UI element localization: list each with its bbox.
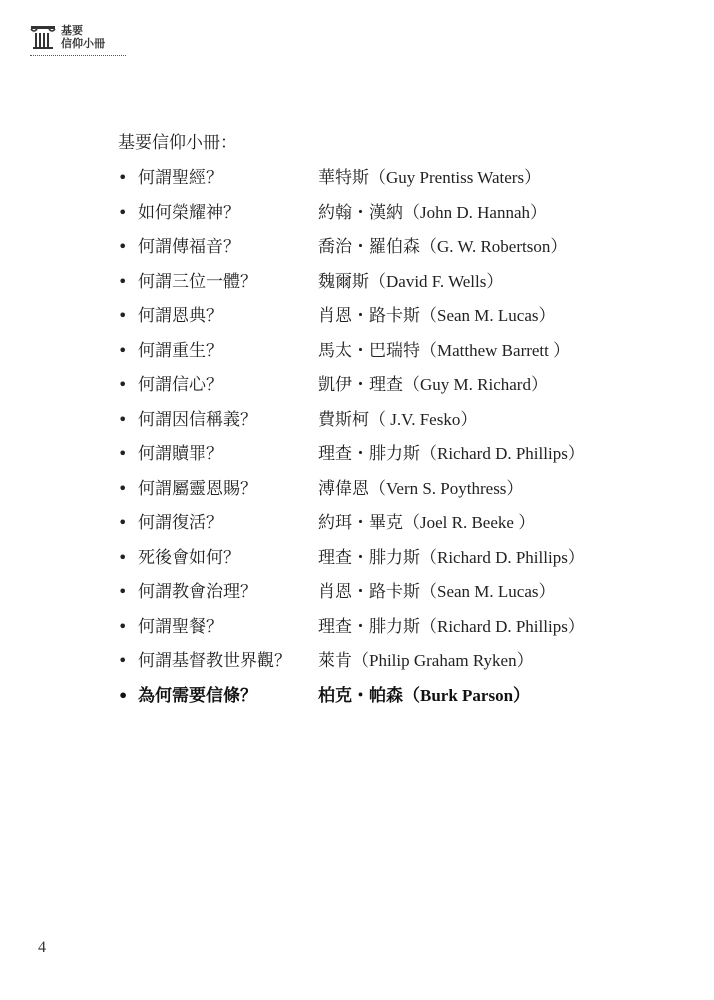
book-author: 萊肯（Philip Graham Ryken） bbox=[318, 651, 534, 670]
book-title: 何謂三位一體？ bbox=[138, 271, 257, 292]
bullet-icon: • bbox=[118, 306, 128, 325]
book-list-item bbox=[118, 543, 618, 578]
book-list-item bbox=[118, 232, 618, 267]
book-list-item bbox=[118, 301, 618, 336]
bullet-icon: • bbox=[118, 271, 128, 291]
book-title: 何謂復活？ bbox=[138, 513, 223, 533]
book-list-item bbox=[118, 474, 618, 509]
book-author: 理查・腓力斯（Richard D. Phillips） bbox=[318, 616, 585, 636]
book-list-item bbox=[118, 439, 618, 474]
bullet-icon: • bbox=[118, 168, 128, 187]
book-author: 理查・腓力斯（Richard D. Phillips） bbox=[318, 444, 585, 463]
book-list bbox=[118, 163, 618, 715]
book-title: 何謂傳福音？ bbox=[138, 237, 240, 257]
bullet-icon: • bbox=[118, 582, 128, 601]
bullet-icon: • bbox=[118, 651, 128, 670]
book-title: 死後會如何？ bbox=[138, 547, 240, 568]
book-list-item bbox=[118, 370, 618, 405]
bullet-icon: • bbox=[118, 513, 128, 532]
running-header bbox=[30, 24, 126, 58]
book-list-item bbox=[118, 646, 618, 681]
book-list-item bbox=[118, 405, 618, 440]
book-list-item bbox=[118, 163, 618, 198]
bullet-icon: • bbox=[118, 340, 128, 360]
book-author: 肖恩・路卡斯（Sean M. Lucas） bbox=[318, 582, 556, 601]
bullet-icon: • bbox=[118, 375, 128, 394]
book-author: 魏爾斯（David F. Wells） bbox=[318, 271, 504, 291]
page-number: 4 bbox=[38, 939, 46, 956]
book-list-item bbox=[118, 198, 618, 233]
book-title: 為何需要信條？ bbox=[138, 685, 257, 706]
book-author: 凱伊・理查（Guy M. Richard） bbox=[318, 375, 548, 394]
header-divider bbox=[30, 55, 126, 56]
book-title: 何謂聖經？ bbox=[138, 168, 223, 188]
book-author: 柏克・帕森（Burk Parson） bbox=[318, 685, 531, 705]
book-author: 馬太・巴瑞特（Matthew Barrett ） bbox=[318, 340, 571, 360]
book-list-item bbox=[118, 267, 618, 302]
book-list-item bbox=[118, 612, 618, 647]
book-title: 何謂信心？ bbox=[138, 375, 223, 395]
book-author: 肖恩・路卡斯（Sean M. Lucas） bbox=[318, 306, 556, 325]
pillar-logo-icon bbox=[30, 24, 56, 50]
book-author: 約珥・畢克（Joel R. Beeke ） bbox=[318, 513, 536, 532]
book-list-item bbox=[118, 681, 618, 716]
bullet-icon: • bbox=[118, 478, 128, 498]
bullet-icon: • bbox=[118, 616, 128, 636]
header-subtitle: 信仰小冊 bbox=[61, 37, 105, 50]
header-title: 基要 bbox=[61, 24, 83, 37]
book-title: 何謂重生？ bbox=[138, 340, 223, 361]
book-title: 何謂基督教世界觀？ bbox=[138, 651, 291, 671]
book-author: 喬治・羅伯森（G. W. Robertson） bbox=[318, 237, 568, 256]
bullet-icon: • bbox=[118, 409, 128, 429]
book-title: 何謂屬靈恩賜？ bbox=[138, 478, 257, 499]
book-title: 何謂因信稱義？ bbox=[138, 409, 257, 430]
book-author: 華特斯（Guy Prentiss Waters） bbox=[318, 168, 542, 187]
book-title: 何謂聖餐？ bbox=[138, 616, 223, 637]
book-title: 何謂教會治理？ bbox=[138, 582, 257, 602]
book-list-item bbox=[118, 336, 618, 371]
bullet-icon: • bbox=[118, 202, 128, 222]
bullet-icon: • bbox=[118, 547, 128, 567]
bullet-icon: • bbox=[118, 444, 128, 463]
book-list-item bbox=[118, 577, 618, 612]
book-author: 理查・腓力斯（Richard D. Phillips） bbox=[318, 547, 585, 567]
book-author: 費斯柯（ J.V. Fesko） bbox=[318, 409, 478, 429]
bullet-icon: • bbox=[118, 237, 128, 256]
book-author: 約翰・漢納（John D. Hannah） bbox=[318, 202, 548, 222]
book-author: 溥偉恩（Vern S. Poythress） bbox=[318, 478, 524, 498]
bullet-icon: • bbox=[118, 685, 129, 705]
book-title: 如何榮耀神？ bbox=[138, 202, 240, 223]
book-title: 何謂贖罪？ bbox=[138, 444, 223, 464]
book-list-item bbox=[118, 508, 618, 543]
book-title: 何謂恩典？ bbox=[138, 306, 223, 326]
section-heading: 基要信仰小冊： bbox=[118, 133, 237, 153]
